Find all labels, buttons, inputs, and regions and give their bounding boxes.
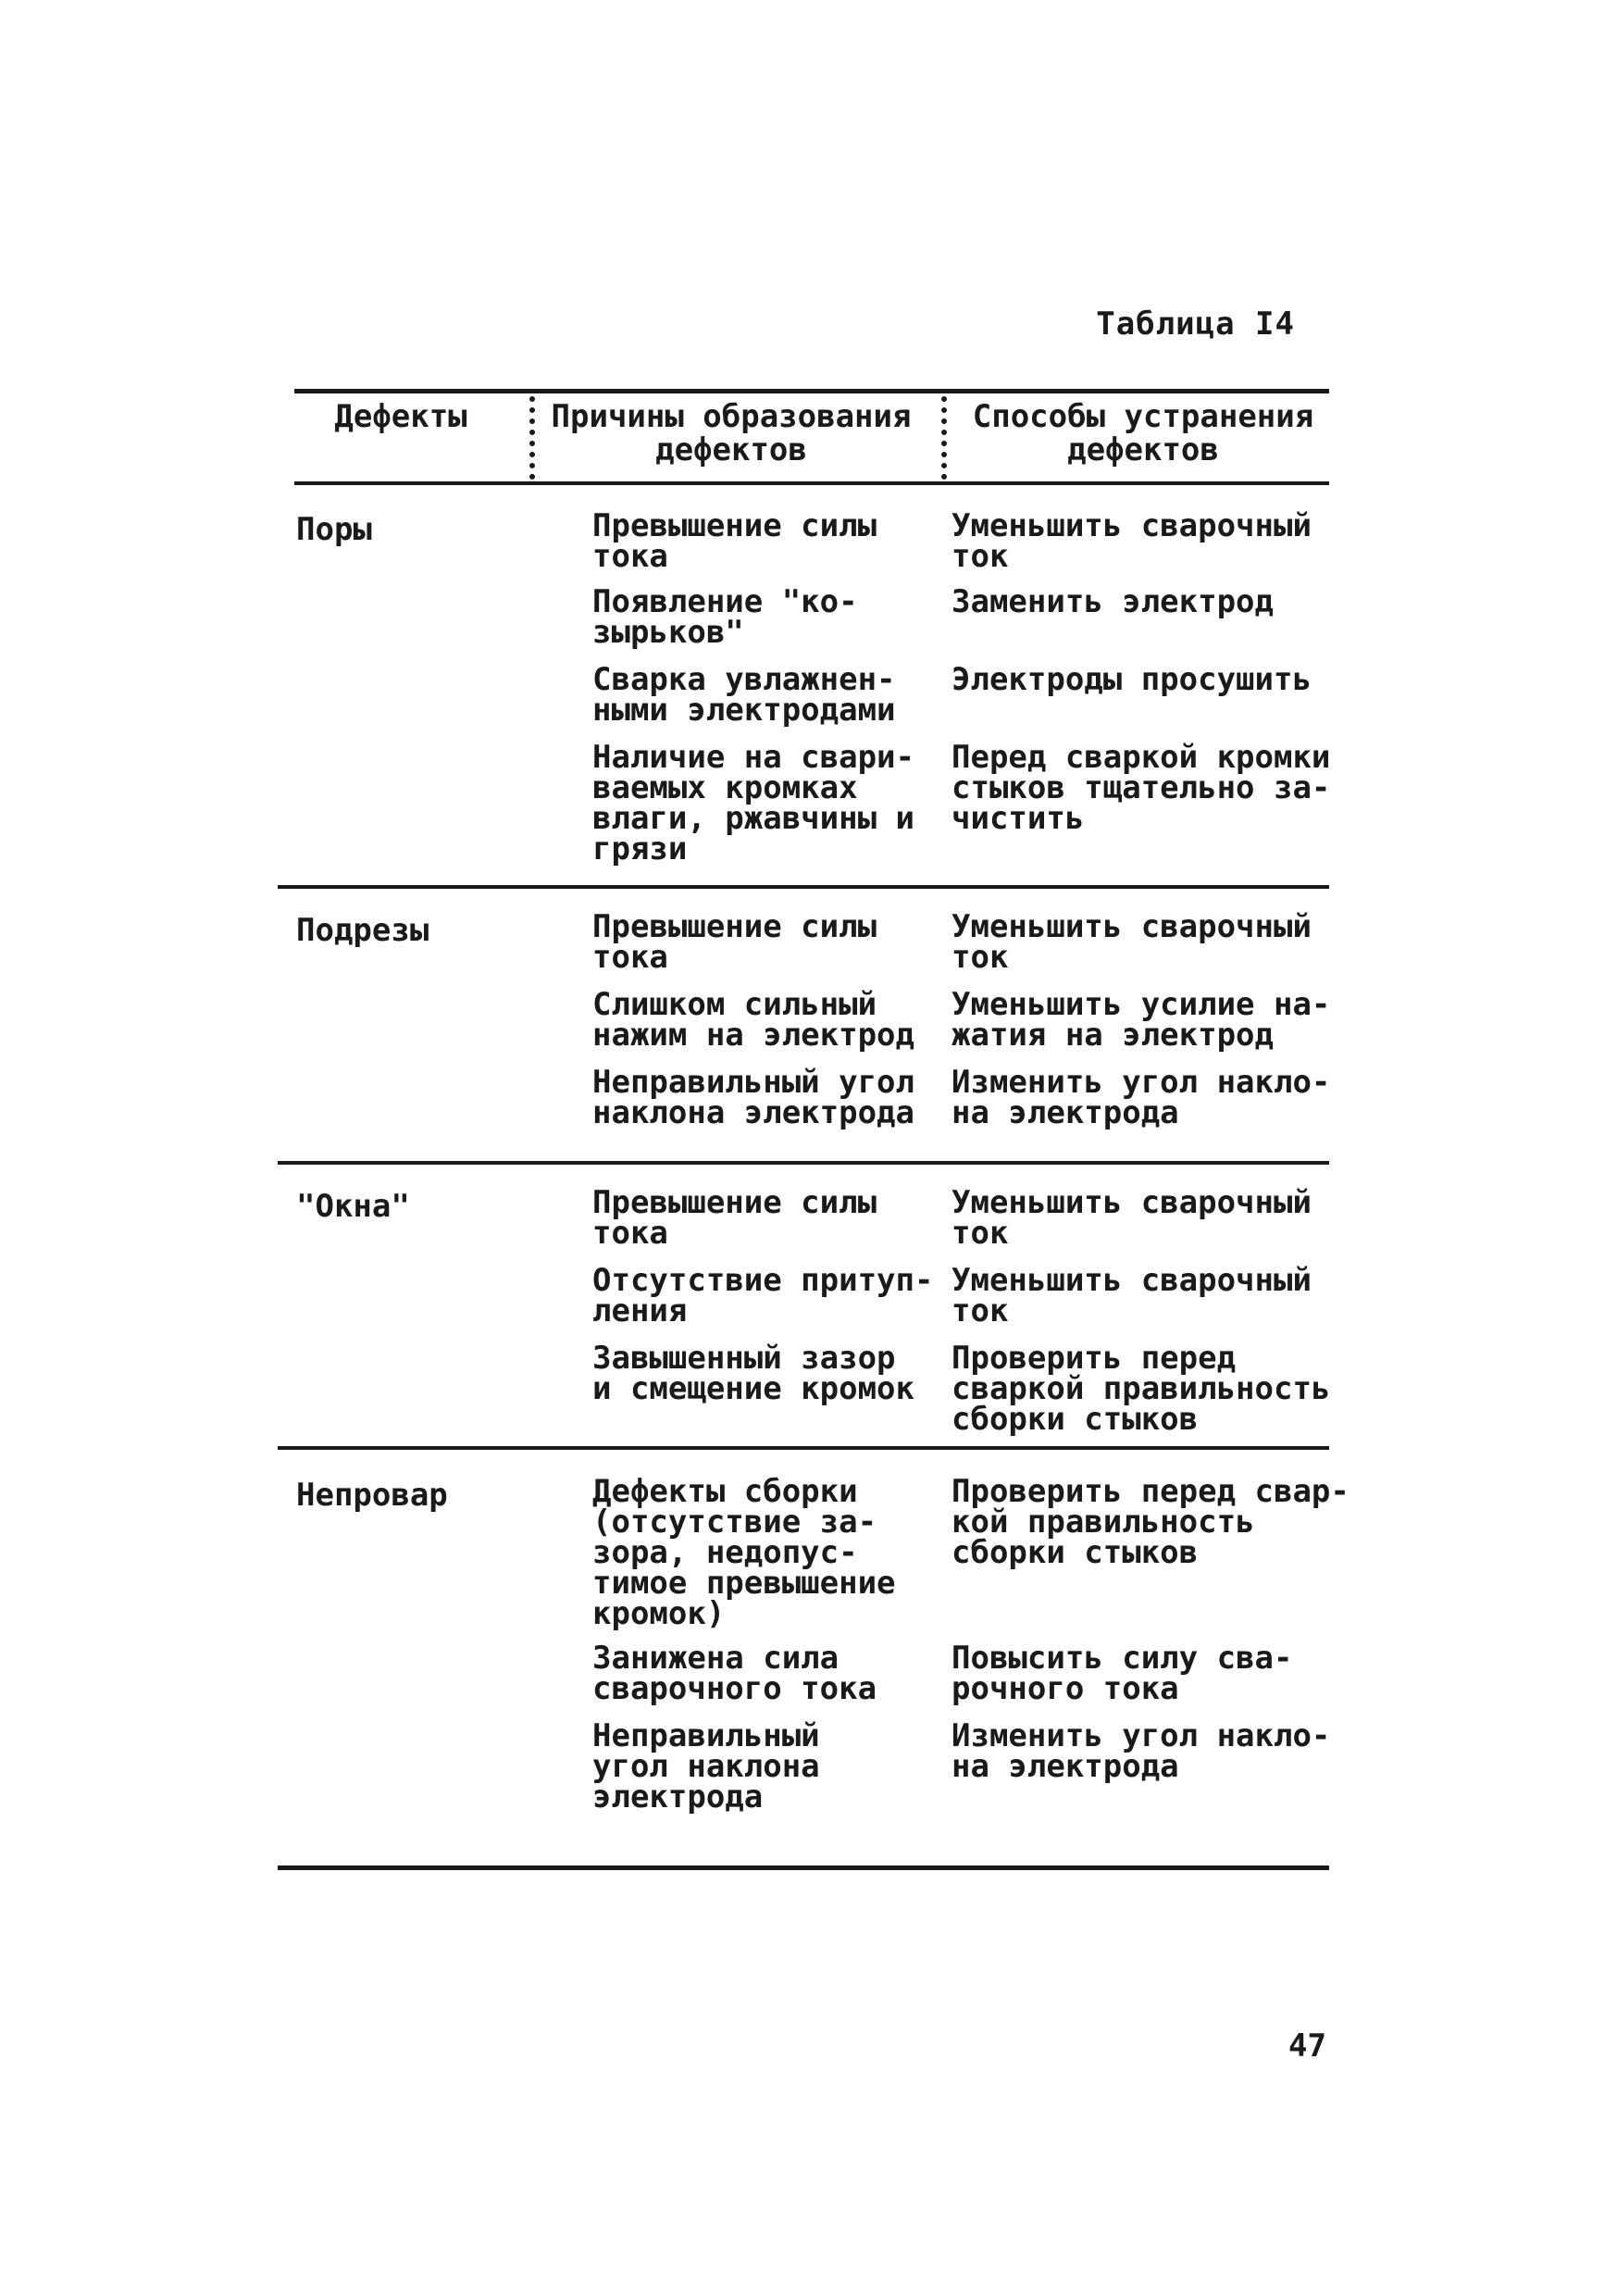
- cause-cell: Превышение силы тока: [592, 908, 877, 976]
- remedy-cell: Электроды просушить: [952, 661, 1312, 698]
- cause-cell: Занижена сила сварочного тока: [592, 1640, 877, 1707]
- cause-cell: Неправильный угол наклона электрода: [592, 1717, 820, 1816]
- remedy-cell: Заменить электрод: [952, 583, 1274, 620]
- cause-cell: Слишком сильный нажим на электрод: [592, 986, 914, 1054]
- group-separator: [278, 1446, 1329, 1450]
- remedy-cell: Проверить перед сваркой правильность сборки стыков: [952, 1340, 1331, 1438]
- cause-cell: Превышение силы тока: [592, 507, 877, 575]
- remedy-cell: Уменьшить сварочный ток: [952, 908, 1312, 976]
- defect-name: "Окна": [296, 1188, 410, 1225]
- group-separator: [278, 885, 1329, 889]
- remedy-cell: Уменьшить сварочный ток: [952, 1262, 1312, 1329]
- cause-cell: Дефекты сборки (отсутствие за- зора, недопус- тимое превышение кромок): [592, 1473, 896, 1632]
- remedy-cell: Уменьшить сварочный ток: [952, 507, 1312, 575]
- header-remedies: Способы устранения дефектов: [972, 398, 1314, 468]
- header-divider-2: [941, 396, 954, 480]
- defect-name: Поры: [296, 511, 372, 548]
- cause-cell: Наличие на свари- ваемых кромках влаги, ржавчины и грязи: [592, 739, 914, 867]
- cause-cell: Завышенный зазор и смещение кромок: [592, 1340, 914, 1407]
- defect-name: Подрезы: [296, 912, 429, 949]
- cause-cell: Сварка увлажнен- ными электродами: [592, 661, 896, 729]
- header-bottom-rule: [294, 481, 1329, 485]
- header-defects: Дефекты: [334, 398, 467, 435]
- cause-cell: Отсутствие притуп- ления: [592, 1262, 934, 1329]
- group-separator: [278, 1161, 1329, 1165]
- remedy-cell: Изменить угол накло- на электрода: [952, 1717, 1331, 1785]
- defect-name: Непровар: [296, 1477, 448, 1514]
- remedy-cell: Повысить силу сва- рочного тока: [952, 1640, 1293, 1707]
- cause-cell: Неправильный угол наклона электрода: [592, 1064, 914, 1131]
- table-caption: Таблица I4: [1096, 306, 1295, 343]
- table-bottom-rule: [278, 1866, 1329, 1870]
- remedy-cell: Перед сваркой кромки стыков тщательно за- чистить: [952, 739, 1331, 837]
- cause-cell: Появление "ко- зырьков": [592, 583, 858, 651]
- table-top-rule: [294, 389, 1329, 393]
- remedy-cell: Проверить перед свар- кой правильность сборки стыков: [952, 1473, 1350, 1571]
- cause-cell: Превышение силы тока: [592, 1184, 877, 1252]
- remedy-cell: Изменить угол накло- на электрода: [952, 1064, 1331, 1131]
- remedy-cell: Уменьшить сварочный ток: [952, 1184, 1312, 1252]
- remedy-cell: Уменьшить усилие на- жатия на электрод: [952, 986, 1331, 1054]
- header-causes: Причины образования дефектов: [551, 398, 912, 468]
- page-number: 47: [1288, 2028, 1326, 2065]
